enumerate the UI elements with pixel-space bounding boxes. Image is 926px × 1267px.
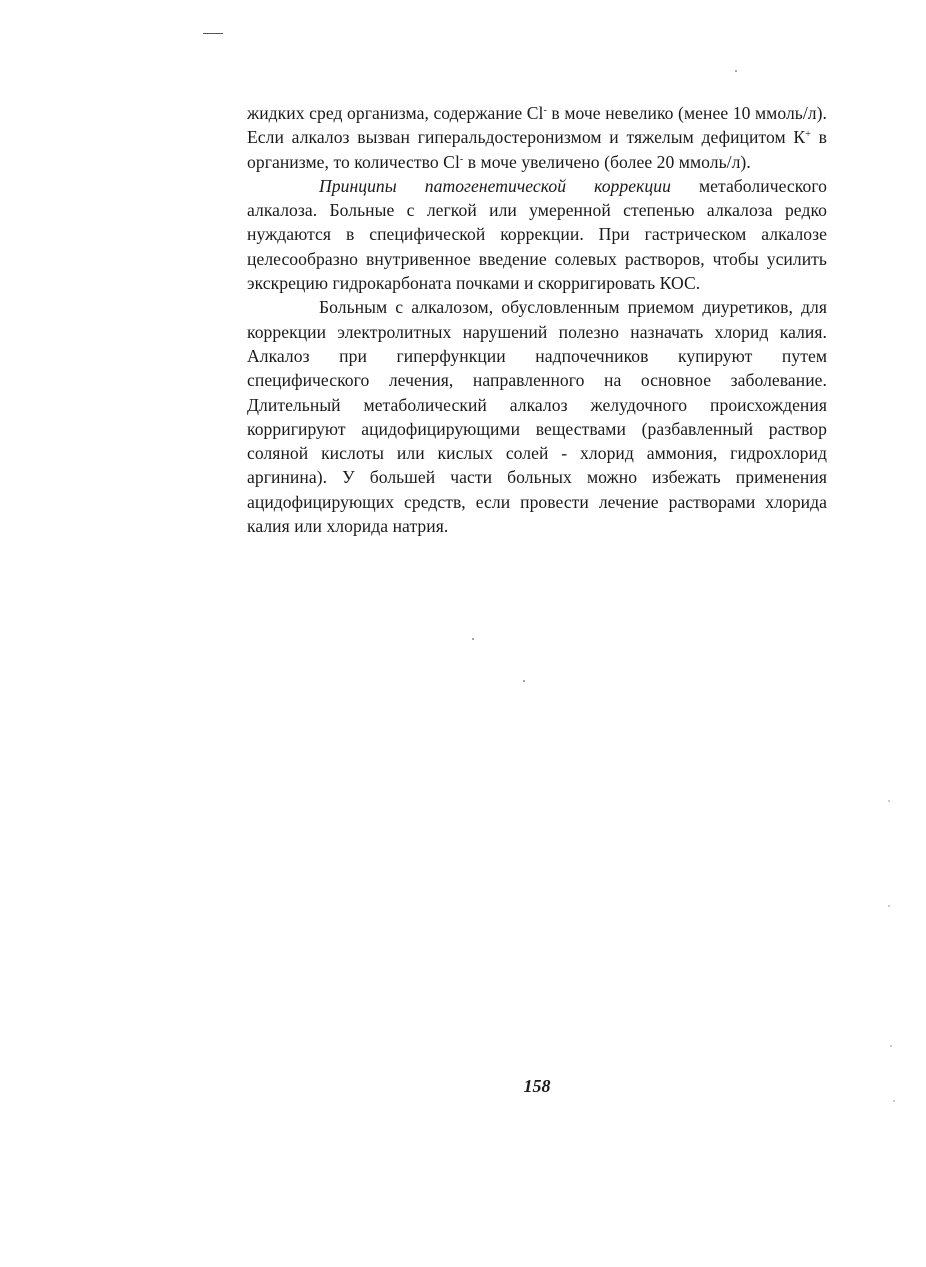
scan-speck <box>735 70 737 72</box>
paragraph-diuretic-alkalosis: Больным с алкалозом, обусловленным приемом диуретиков, для коррекции электролитных нарушений полезно назначать хлорид калия. Алкалоз при гиперфункции надпочечников купируют путем специфического лечения, направленного на основное заболевание. Длительный метаболический алкалоз желудочного происхождения корригируют ацидофицирующими веществами (разбавленный раствор соляной кислоты или кислых солей - хлорид аммония, гидрохлорид аргинина). У большей части больных можно избежать применения ацидофицирующих средств, если провести лечение растворами хлорида калия или хлорида натрия. <box>247 297 827 537</box>
scan-speck <box>523 680 525 682</box>
scan-speck <box>888 800 890 802</box>
scan-speck <box>888 905 890 907</box>
paragraph-urine-chloride: жидких сред организма, содержание Cl- в моче невелико (менее 10 ммоль/л). Если алкалоз вызван гиперальдостеронизмом и тяжелым дефицитом К+ в организме, то количество Cl- в моче увеличено (более 20 ммоль/л). <box>247 103 827 172</box>
paragraph-correction-principles: Принципы патогенетической коррекции метаболического алкалоза. Больные с легкой или умеренной степенью алкалоза редко нуждаются в специфической коррекции. При гастрическом алкалозе целесообразно внутривенное введение солевых растворов, чтобы усилить экскрецию гидрокарбоната почками и скорригировать КОС. <box>247 175 827 294</box>
scan-speck <box>890 1045 892 1047</box>
page-number: 158 <box>523 1076 551 1096</box>
body-text <box>247 101 827 538</box>
scan-speck <box>893 1100 895 1102</box>
scan-mark <box>203 33 223 34</box>
scan-speck <box>472 638 474 640</box>
italic-heading: Принципы патогенетической коррекции <box>319 175 671 196</box>
